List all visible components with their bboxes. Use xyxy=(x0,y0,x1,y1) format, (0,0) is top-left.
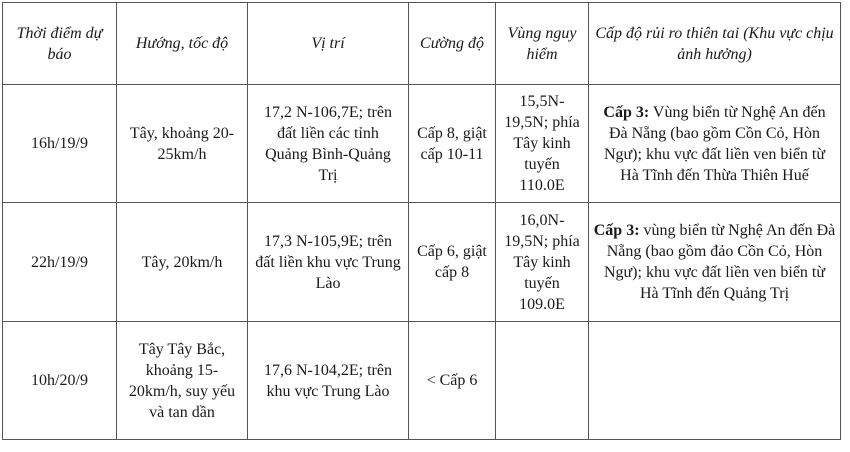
cell-direction-speed: Tây Tây Bắc, khoảng 15-20km/h, suy yếu và tan dần xyxy=(117,322,248,440)
cell-time: 16h/19/9 xyxy=(3,85,117,203)
cell-danger-zone: 16,0N-19,5N; phía Tây kinh tuyến 109.0E xyxy=(496,203,589,322)
header-time: Thời điểm dự báo xyxy=(3,3,117,85)
cell-position: 17,2 N-106,7E; trên đất liền các tỉnh Quảng Bình-Quảng Trị xyxy=(248,85,409,203)
table-row xyxy=(3,322,841,440)
header-risk-level: Cấp độ rủi ro thiên tai (Khu vực chịu ảnh hưởng) xyxy=(589,3,841,85)
cell-danger-zone xyxy=(496,322,589,440)
cell-direction-speed: Tây, khoảng 20-25km/h xyxy=(117,85,248,203)
cell-risk-level xyxy=(589,203,841,322)
cell-time: 10h/20/9 xyxy=(3,322,117,440)
header-position: Vị trí xyxy=(248,3,409,85)
header-danger-zone: Vùng nguy hiểm xyxy=(496,3,589,85)
cell-intensity: < Cấp 6 xyxy=(409,322,496,440)
table-row xyxy=(3,85,841,203)
cell-risk-level xyxy=(589,322,841,440)
table-row xyxy=(3,203,841,322)
cell-position: 17,3 N-105,9E; trên đất liền khu vực Trung Lào xyxy=(248,203,409,322)
cell-direction-speed: Tây, 20km/h xyxy=(117,203,248,322)
cell-time: 22h/19/9 xyxy=(3,203,117,322)
risk-text: Vùng biển từ Nghệ An đến Đà Nẵng (bao gồm Cồn Cỏ, Hòn Ngư); khu vực đất liền ven biển từ Hà Tĩnh đến Thừa Thiên Huế xyxy=(603,103,826,184)
cell-intensity: Cấp 8, giật cấp 10-11 xyxy=(409,85,496,203)
forecast-table xyxy=(2,2,841,440)
cell-danger-zone: 15,5N-19,5N; phía Tây kinh tuyến 110.0E xyxy=(496,85,589,203)
cell-intensity: Cấp 6, giật cấp 8 xyxy=(409,203,496,322)
header-intensity: Cường độ xyxy=(409,3,496,85)
header-direction-speed: Hướng, tốc độ xyxy=(117,3,248,85)
risk-text: vùng biển từ Nghệ An đến Đà Nẵng (bao gồm đảo Cồn Cỏ, Hòn Ngư); khu vực đất liền ven biển từ Hà Tĩnh đến Quảng Trị xyxy=(603,222,836,302)
risk-label: Cấp 3: xyxy=(603,103,650,121)
cell-risk-level xyxy=(589,85,841,203)
risk-label: Cấp 3: xyxy=(593,222,640,239)
header-row xyxy=(3,3,841,85)
cell-position: 17,6 N-104,2E; trên khu vực Trung Lào xyxy=(248,322,409,440)
